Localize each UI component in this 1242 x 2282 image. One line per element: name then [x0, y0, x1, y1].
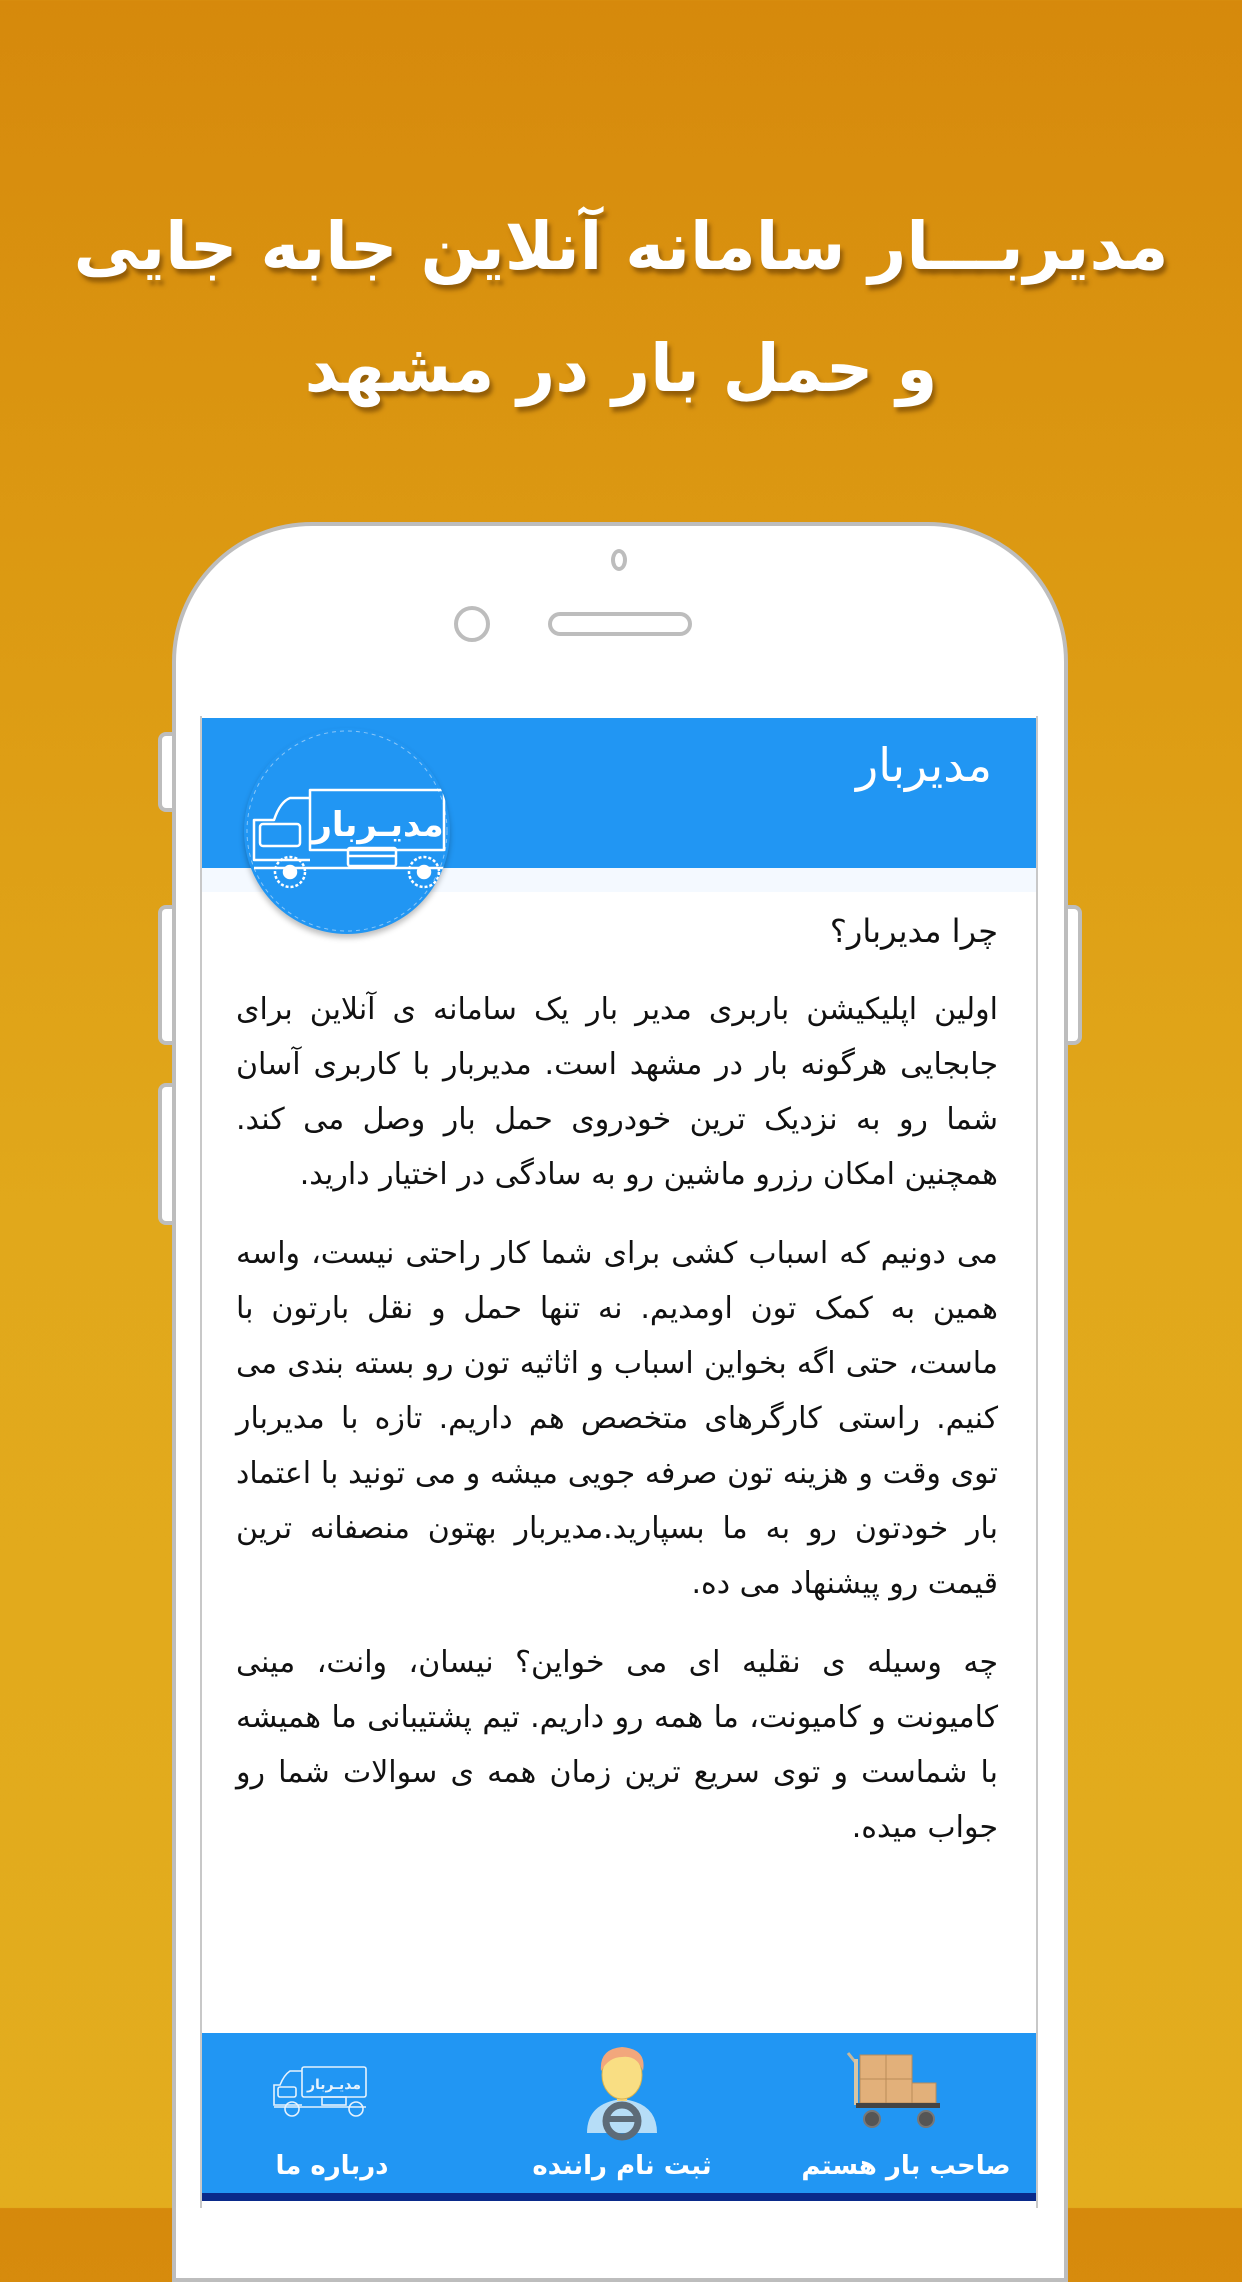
content-paragraph-3: چه وسیله ی نقلیه ای می خواین؟ نیسان، وانت، مینی کامیونت و کامیونت، ما همه رو داریم. تیم پشتیبانی ما همیشه با شماست و توی سریع ترین زمان همه ی سوالات شما رو جواب میده.: [236, 1645, 998, 1845]
phone-speaker: [548, 612, 692, 636]
content-heading: چرا مدیربار؟: [829, 912, 998, 950]
phone-sensor: [611, 549, 627, 571]
content-paragraph-1: اولین اپلیکیشن باربری مدیر بار یک سامانه ی آنلاین برای جابجایی هرگونه بار در مشهد است. مدیربار با کاربری آسان شما رو به نزدیک ترین خودروی حمل بار وصل می کند. همچنین امکان رزرو ماشین رو به سادگی در اختیار دارید.: [236, 992, 998, 1192]
logo-text: مدیـربار: [312, 805, 444, 845]
app-logo: [244, 728, 450, 934]
svg-text:مدیـربار: مدیـربار: [306, 2077, 362, 2093]
nav-item-cargo-owner[interactable]: [776, 2033, 1036, 2193]
nav-label-cargo-owner: صاحب بار هستم: [801, 2151, 1011, 2181]
bottom-nav-bar-edge: [202, 2193, 1036, 2201]
nav-item-about-us[interactable]: [202, 2033, 462, 2193]
phone-volume-down-button: [158, 1083, 172, 1225]
driver-icon: [577, 2041, 667, 2141]
phone-mute-switch: [158, 732, 172, 812]
truck-logo-icon: [244, 728, 450, 934]
nav-item-driver-signup[interactable]: [492, 2033, 752, 2193]
bottom-navigation: [202, 2033, 1036, 2201]
truck-logo-icon: [270, 2061, 370, 2121]
phone-volume-up-button: [158, 905, 172, 1045]
app-title: مدیربار: [855, 738, 992, 792]
phone-power-button: [1068, 905, 1082, 1045]
cargo-trolley-icon: [842, 2045, 942, 2135]
phone-camera: [454, 606, 490, 642]
promo-headline-line1: مدیربـــار سامانه آنلاین جابه جایی: [73, 208, 1169, 285]
promo-headline-line2: و حمل بار در مشهد: [304, 330, 938, 407]
app-screen: [200, 716, 1038, 2208]
content-paragraph-2: می دونیم که اسباب کشی برای شما کار راحتی نیست، واسه همین به کمک تون اومدیم. نه تنها حمل و نقل بارتون با ماست، حتی اگه بخواین اسباب و اثاثیه تون رو بسته بندی می کنیم. راستی کارگرهای متخصص هم داریم. تازه با مدیربار توی وقت و هزینه تون صرفه جویی میشه و می تونید با اعتماد بار خودتون رو به ما بسپارید.مدیربار بهتون منصفانه ترین قیمت رو پیشنهاد می ده.: [236, 1236, 998, 1601]
nav-label-about-us: درباره ما: [275, 2151, 389, 2181]
nav-label-driver-signup: ثبت نام راننده: [532, 2151, 712, 2181]
about-content: [236, 906, 998, 1879]
